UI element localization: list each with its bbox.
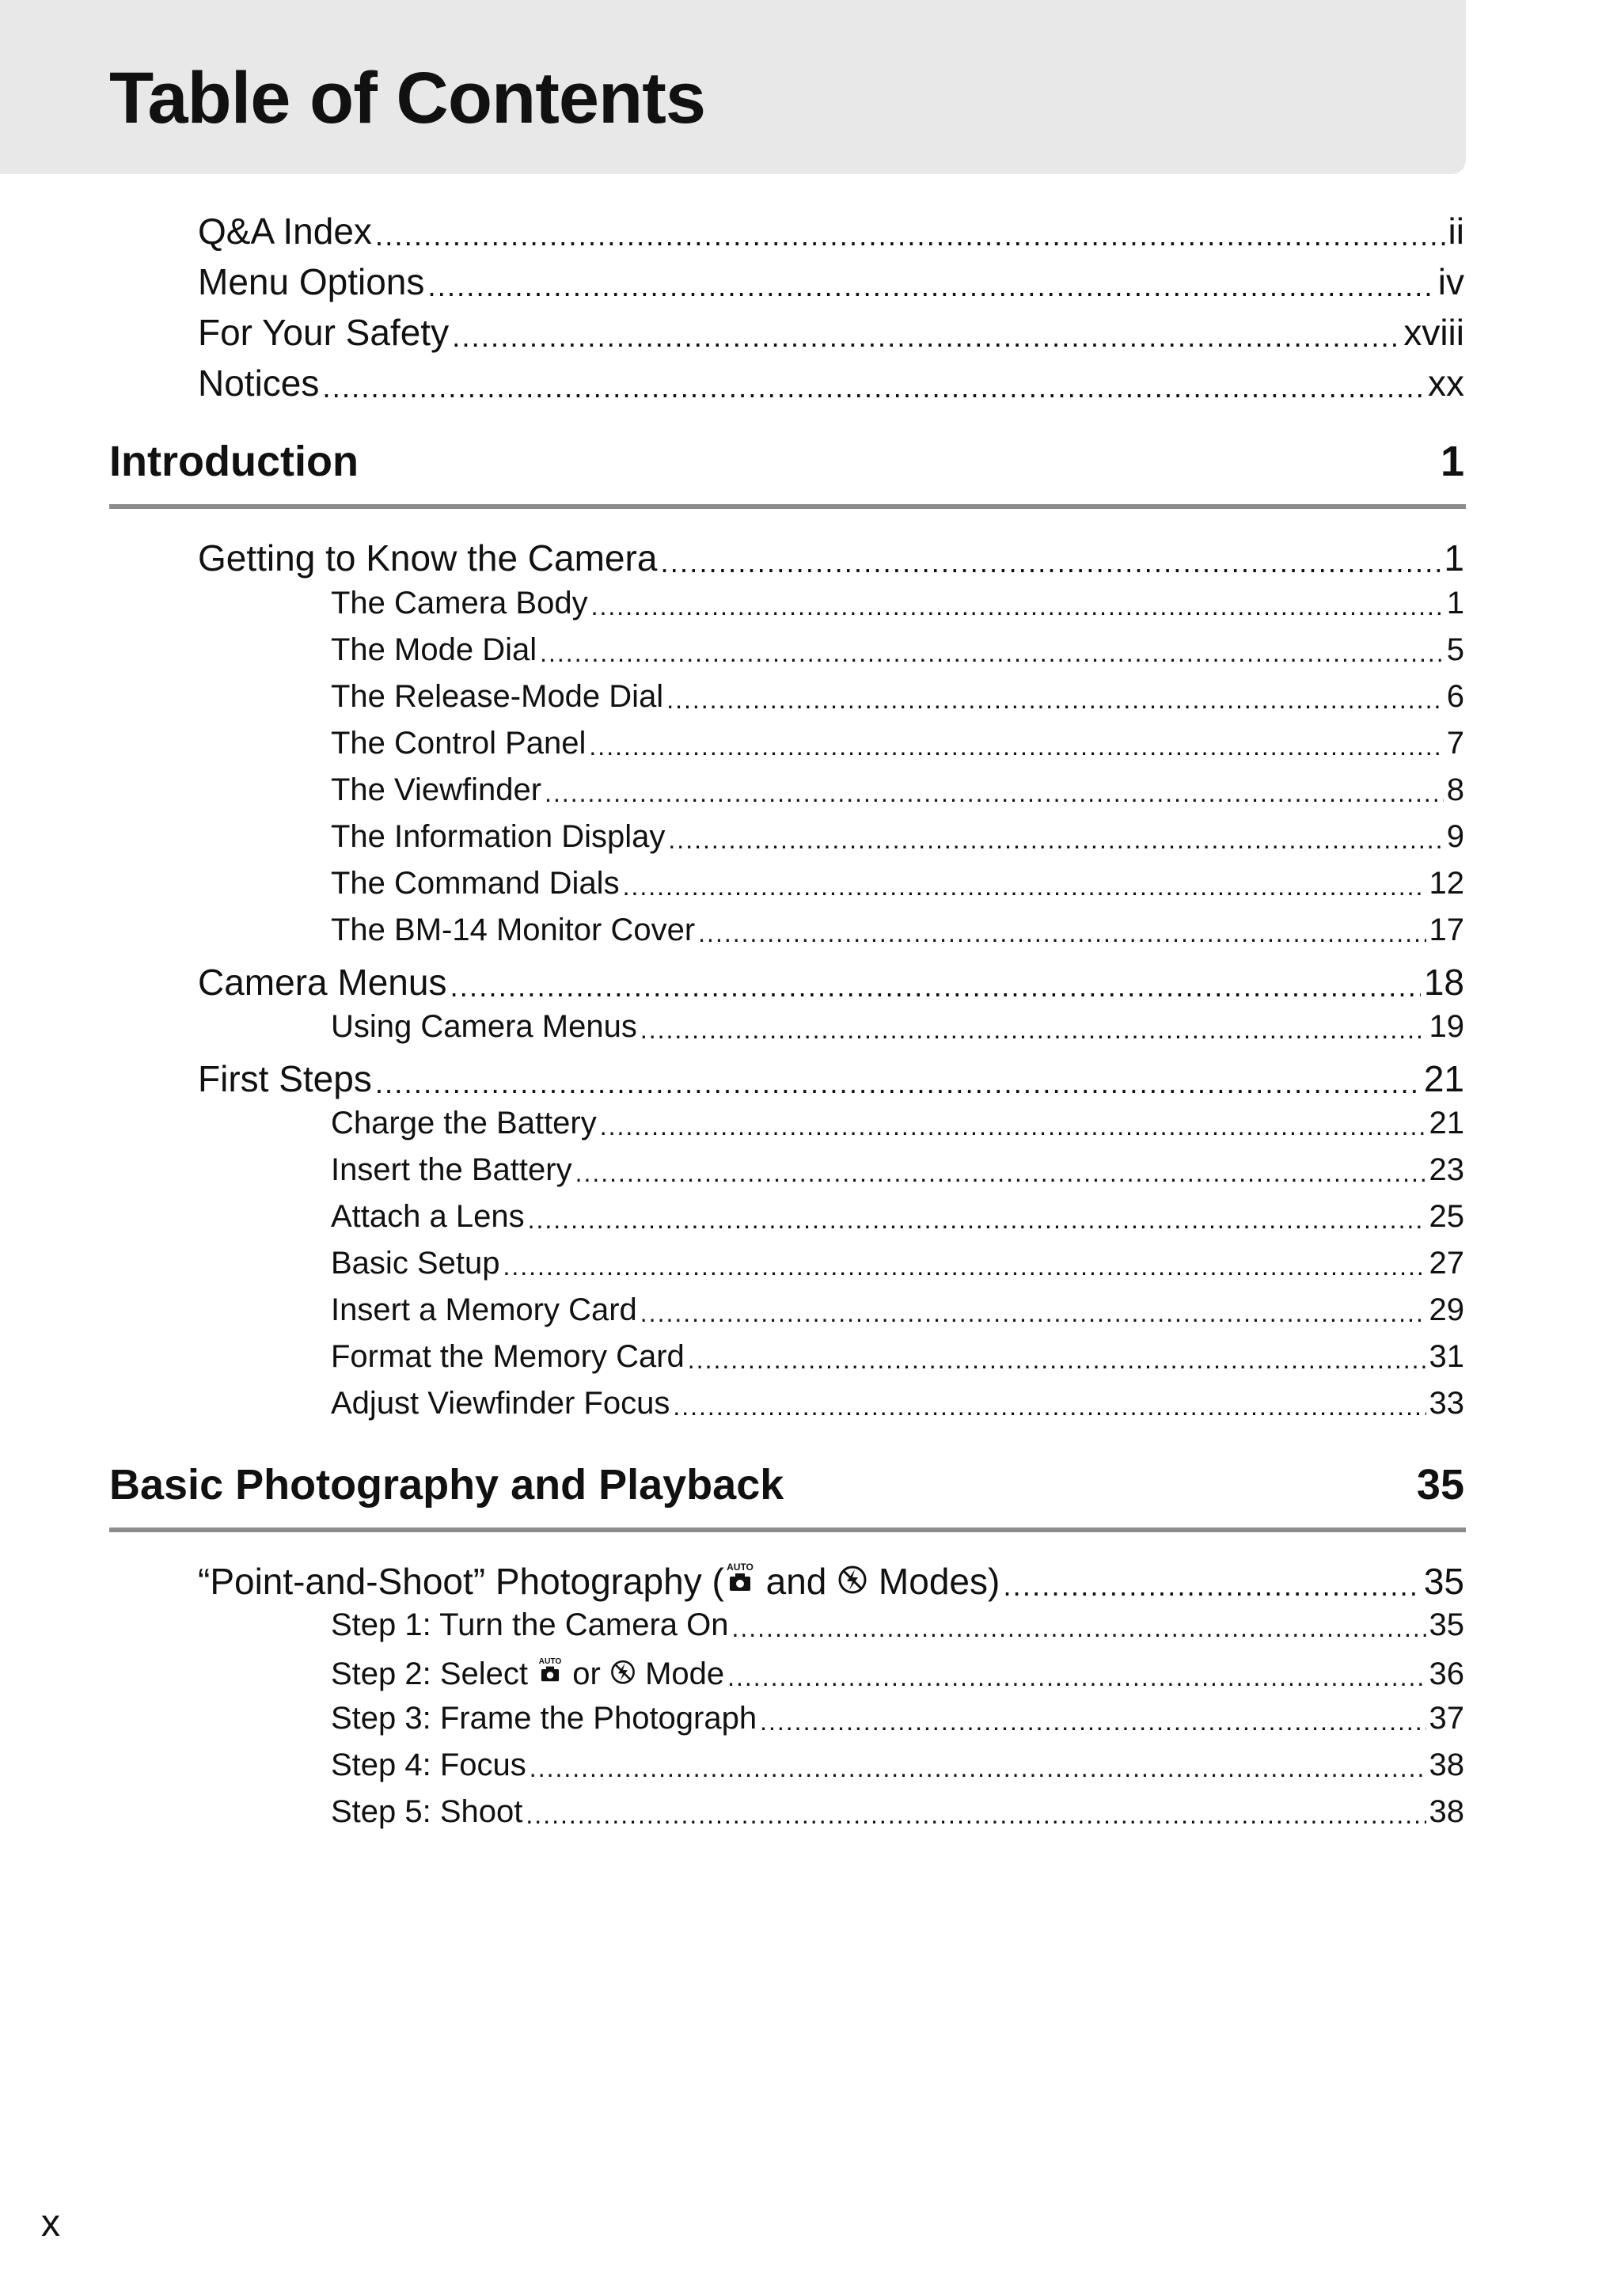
chapter-heading-introduction[interactable] <box>109 437 1464 486</box>
toc-entry-label: Step 4: Focus <box>331 1748 526 1782</box>
toc-entry-label: The Viewfinder <box>331 772 542 807</box>
toc-entry-page: 18 <box>1423 962 1464 1003</box>
toc-subentry-mode-dial[interactable] <box>331 632 1464 669</box>
dot-leader <box>540 634 1444 670</box>
toc-entry-label: For Your Safety <box>198 312 450 353</box>
dot-leader <box>526 1796 1425 1832</box>
toc-entry-page: 7 <box>1446 726 1464 761</box>
toc-entry-page: 21 <box>1429 1106 1464 1140</box>
label-part: Mode <box>636 1657 725 1691</box>
toc-subentry-camera-body[interactable] <box>331 586 1464 622</box>
toc-entry-camera-menus[interactable] <box>198 961 1464 1004</box>
dot-leader <box>673 1387 1425 1424</box>
chapter-page: 35 <box>1416 1461 1464 1509</box>
dot-leader <box>322 363 1425 405</box>
toc-entry-label: Step 5: Shoot <box>331 1794 523 1829</box>
toc-entry-page: 33 <box>1429 1386 1464 1421</box>
toc-entry-label: The Control Panel <box>331 726 587 761</box>
toc-entry-label: Getting to Know the Camera <box>198 537 658 579</box>
toc-entry-label: Step 1: Turn the Camera On <box>331 1607 729 1642</box>
dot-leader <box>503 1247 1425 1284</box>
toc-entry-label: Format the Memory Card <box>331 1339 685 1374</box>
toc-entry-page: 36 <box>1429 1657 1464 1691</box>
dot-leader <box>530 1749 1426 1786</box>
dot-leader <box>698 914 1425 951</box>
dot-leader <box>760 1702 1425 1739</box>
toc-entry-label: The Command Dials <box>331 866 620 901</box>
dot-leader <box>623 867 1426 904</box>
toc-entry-label: Insert a Memory Card <box>331 1292 637 1327</box>
toc-entry-page: 19 <box>1429 1009 1464 1044</box>
toc-entry-label: Q&A Index <box>198 211 372 252</box>
toc-entry-getting-to-know[interactable] <box>198 537 1464 579</box>
chapter-title: Introduction <box>109 438 359 485</box>
toc-entry-page: iv <box>1437 261 1464 302</box>
flash-off-mode-icon <box>609 1657 636 1691</box>
toc-entry-label: Using Camera Menus <box>331 1009 637 1044</box>
toc-entry-page: 12 <box>1429 866 1464 901</box>
label-part: “Point-and-Shoot” Photography ( <box>198 1561 724 1602</box>
dot-leader <box>600 1107 1426 1144</box>
toc-entry-page: xviii <box>1403 312 1464 353</box>
toc-entry-label: Basic Setup <box>331 1246 500 1281</box>
toc-entry-label: The Information Display <box>331 819 666 854</box>
chapter-heading-basic-photography[interactable] <box>109 1460 1464 1509</box>
toc-entry-label: The BM-14 Monitor Cover <box>331 913 696 947</box>
toc-entry-label <box>331 1654 724 1692</box>
svg-text:AUTO: AUTO <box>726 1562 754 1573</box>
dot-leader <box>450 962 1420 1004</box>
dot-leader <box>688 1341 1426 1377</box>
label-part: and <box>755 1561 837 1602</box>
toc-subentry-step-4[interactable] <box>331 1748 1464 1784</box>
dot-leader <box>591 587 1444 624</box>
toc-entry-page: 9 <box>1446 819 1464 854</box>
toc-subentry-viewfinder[interactable] <box>331 772 1464 809</box>
label-part: Step 2: Select <box>331 1657 537 1691</box>
toc-entry-page: 23 <box>1429 1152 1464 1187</box>
toc-subentry-control-panel[interactable] <box>331 726 1464 762</box>
dot-leader <box>640 1294 1426 1330</box>
toc-entry-page: 35 <box>1429 1607 1464 1642</box>
dot-leader <box>660 538 1441 580</box>
dot-leader <box>375 1059 1421 1101</box>
toc-entry-menu-options[interactable] <box>198 260 1464 303</box>
toc-entry-point-and-shoot[interactable] <box>198 1559 1464 1603</box>
toc-entry-qa-index[interactable] <box>198 210 1464 252</box>
chapter-rule <box>109 504 1466 509</box>
toc-entry-page: 1 <box>1446 586 1464 620</box>
dot-leader <box>575 1154 1426 1190</box>
toc-entry-label: Menu Options <box>198 261 425 302</box>
dot-leader <box>668 821 1443 857</box>
page-title: Table of Contents <box>109 58 706 139</box>
toc-entry-page: 6 <box>1446 679 1464 714</box>
toc-subentry-step-1[interactable] <box>331 1607 1464 1644</box>
toc-subentry-format-memory-card[interactable] <box>331 1339 1464 1376</box>
toc-entry-page: 29 <box>1429 1292 1464 1327</box>
chapter-title: Basic Photography and Playback <box>109 1461 784 1509</box>
toc-entry-page: 25 <box>1429 1199 1464 1234</box>
toc-entry-page: 27 <box>1429 1246 1464 1281</box>
toc-subentry-step-3[interactable] <box>331 1701 1464 1737</box>
toc-entry-label: Insert the Battery <box>331 1152 572 1187</box>
label-part: Modes) <box>868 1561 1000 1602</box>
dot-leader <box>727 1658 1425 1694</box>
dot-leader <box>731 1609 1425 1645</box>
toc-subentry-command-dials[interactable] <box>331 866 1464 902</box>
toc-entry-page: 35 <box>1423 1561 1464 1602</box>
chapter-rule <box>109 1528 1466 1532</box>
toc-entry-label: Step 3: Frame the Photograph <box>331 1701 757 1736</box>
dot-leader <box>452 313 1400 355</box>
flash-off-mode-icon <box>837 1562 868 1602</box>
toc-entry-label: The Mode Dial <box>331 632 537 667</box>
toc-subentry-insert-battery[interactable] <box>331 1152 1464 1189</box>
toc-subentry-release-mode-dial[interactable] <box>331 679 1464 715</box>
label-part: or <box>564 1657 609 1691</box>
dot-leader <box>427 262 1434 304</box>
dot-leader <box>528 1201 1426 1237</box>
toc-entry-page: 1 <box>1444 537 1464 579</box>
dot-leader <box>640 1011 1426 1047</box>
toc-subentry-charge-battery[interactable] <box>331 1106 1464 1142</box>
toc-entry-page: xx <box>1428 362 1464 404</box>
toc-subentry-step-5[interactable] <box>331 1794 1464 1831</box>
toc-entry-label: Attach a Lens <box>331 1199 525 1234</box>
dot-leader <box>589 727 1443 764</box>
page-number: x <box>41 2203 60 2245</box>
toc-entry-label: Notices <box>198 362 320 404</box>
toc-entry-label <box>198 1559 1000 1603</box>
toc-subentry-monitor-cover[interactable] <box>331 913 1464 949</box>
toc-entry-page: 5 <box>1446 632 1464 667</box>
toc-entry-page: 38 <box>1429 1748 1464 1782</box>
toc-entry-label: First Steps <box>198 1058 372 1099</box>
toc-entry-page: 21 <box>1423 1058 1464 1099</box>
toc-subentry-information-display[interactable] <box>331 819 1464 856</box>
auto-mode-icon <box>724 1559 756 1602</box>
toc-entry-notices[interactable] <box>198 362 1464 404</box>
toc-entry-label: Camera Menus <box>198 962 447 1003</box>
toc-subentry-basic-setup[interactable] <box>331 1246 1464 1282</box>
dot-leader <box>666 681 1444 717</box>
toc-subentry-insert-memory-card[interactable] <box>331 1292 1464 1329</box>
toc-entry-label: The Camera Body <box>331 586 588 620</box>
toc-entry-page: 8 <box>1446 772 1464 807</box>
toc-entry-label: The Release-Mode Dial <box>331 679 664 714</box>
svg-text:AUTO: AUTO <box>538 1657 562 1667</box>
auto-mode-icon <box>537 1654 564 1691</box>
chapter-page: 1 <box>1440 438 1464 485</box>
dot-leader <box>545 774 1444 810</box>
dot-leader <box>375 211 1445 253</box>
toc-subentry-using-camera-menus[interactable] <box>331 1009 1464 1046</box>
toc-subentry-attach-lens[interactable] <box>331 1199 1464 1235</box>
toc-subentry-viewfinder-focus[interactable] <box>331 1386 1464 1422</box>
toc-subentry-step-2[interactable] <box>331 1654 1464 1693</box>
toc-entry-for-your-safety[interactable] <box>198 311 1464 354</box>
toc-entry-page: 31 <box>1429 1339 1464 1374</box>
toc-entry-page: 37 <box>1429 1701 1464 1736</box>
toc-entry-first-steps[interactable] <box>198 1057 1464 1100</box>
toc-entry-page: 17 <box>1429 913 1464 947</box>
toc-entry-label: Charge the Battery <box>331 1106 597 1140</box>
toc-entry-page: 38 <box>1429 1794 1464 1829</box>
toc-entry-label: Adjust Viewfinder Focus <box>331 1386 670 1421</box>
toc-entry-page: ii <box>1448 211 1464 252</box>
dot-leader <box>1003 1562 1421 1603</box>
